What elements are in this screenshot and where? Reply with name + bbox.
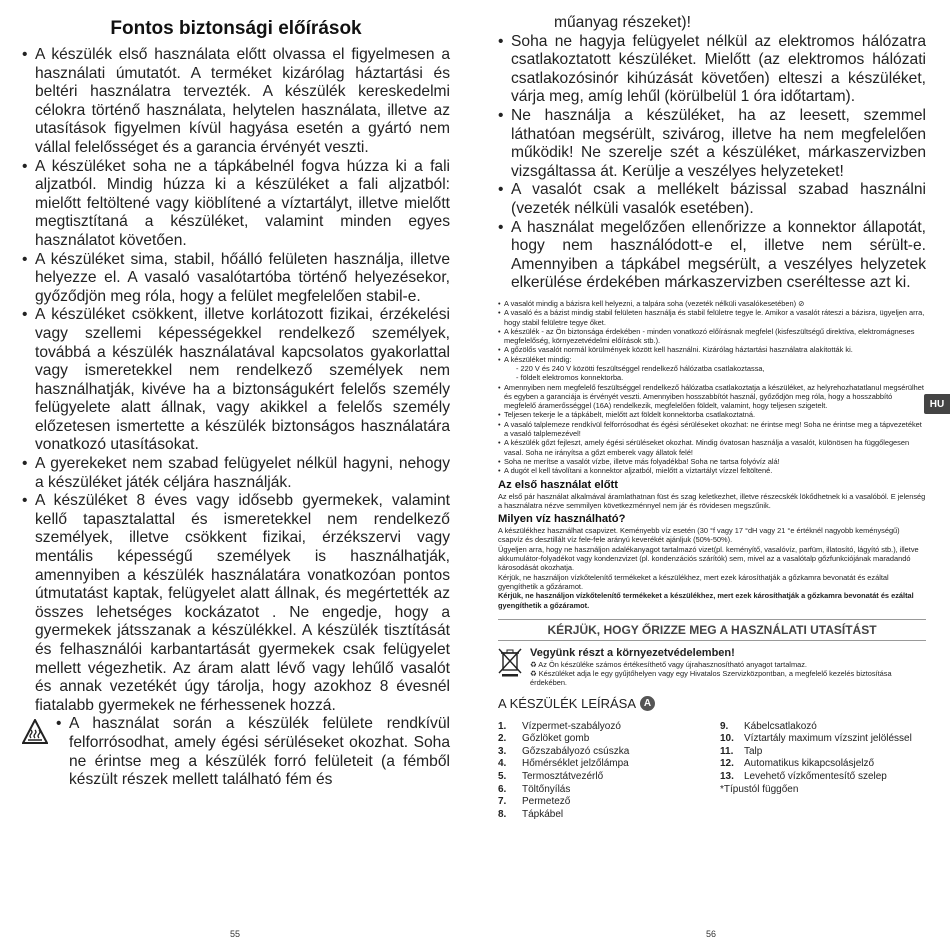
no-base-icon: ⊘: [796, 298, 805, 308]
list-item: [498, 420, 926, 439]
parts-number: 4.: [498, 758, 507, 770]
parts-number: 6.: [498, 783, 507, 795]
water-warning: Kérjük, ne használjon vízkőtelenítő termékeket a készülékhez, mert ezek károsíthatják a gőzkamra bevonatát és ezáltal gyengíthetik a gőzáramot.: [498, 591, 914, 610]
keep-instructions-banner: KÉRJÜK, HOGY ŐRIZZE MEG A HASZNÁLATI UTASÍTÁST: [498, 619, 926, 641]
environment-line-1: ♻ Az Ön készüléke számos értékesíthető vagy újrahasznosítható anyagot tartalmaz.: [530, 659, 807, 669]
leaf-icon: ♻: [530, 669, 537, 679]
list-item-text: A dugót el kell távolítani a konnektor aljzatból, mielőtt a víztartályt vízzel feltöltené.: [504, 466, 773, 476]
list-item-text: Teljesen tekerje le a tápkábelt, mielőtt azt földelt konnektorba csatlakoztatná.: [504, 410, 756, 420]
parts-label: Talp: [744, 745, 763, 757]
parts-label: Gőzlöket gomb: [522, 733, 590, 745]
parts-number: 2.: [498, 733, 507, 745]
device-description-title: A KÉSZÜLÉK LEÍRÁSA: [498, 695, 637, 711]
page-number-right: 56: [706, 929, 717, 939]
leaf-icon: ♻: [530, 659, 537, 669]
parts-label: Víztartály maximum vízszint jelöléssel: [744, 733, 912, 745]
parts-number: 9.: [720, 720, 729, 732]
continuation-text: műanyag részeket)!: [554, 14, 691, 31]
parts-number: 7.: [498, 796, 507, 808]
parts-number: 12.: [720, 758, 734, 770]
list-item: • A készüléket 8 éves vagy idősebb gyermekek, valamint kellő tapasztalattal és ismeretekkel nem rendelkező személyek, illetve csökkent fizikai, érzékszervi vagy mentális képességű személyek is használhatják, amennyiben a készülék használatára vonatkozóan pontos útmutatást kaptak, felügyelet alatt állnak, és megértették az összes lehetséges kockázatot . Ne engedje, hogy a gyermekek játsszanak a készülékkel. A készülék tisztítását és felhasználói karbantartását gyermekek csak felügyelet mellett végezhetik. Az áram alatt lévő vagy lehűlő vasalót és annak vezetékét úgy tárolja, hogy azokhoz 8 évesnél fiatalabb gyermekek ne férhessenek hozzá.: [22, 492, 450, 715]
figure-badge: A: [640, 696, 655, 711]
parts-label: Automatikus kikapcsolásjelző: [744, 758, 875, 770]
list-item: [498, 355, 926, 383]
environment-line-2: ♻ Készüléket adja le egy gyűjtőhelyen vagy egy Hivatalos Szervizközpontban, a megfelelő kezelés biztosítása érdekében.: [530, 669, 892, 688]
parts-item: [720, 746, 916, 759]
list-item: [498, 466, 926, 475]
list-subitem: - földelt elektromos konnektorba.: [516, 373, 624, 383]
parts-label: Kábelcsatlakozó: [744, 720, 817, 732]
parts-label: Levehető vízkőmentesítő szelep: [744, 771, 887, 783]
list-subitem: - 220 V és 240 V közötti feszültséggel rendelkező hálózatba csatlakoztassa,: [516, 363, 765, 373]
list-item: • A gyerekeket nem szabad felügyelet nélkül hagyni, nehogy a készüléket játék céljára használják.: [22, 455, 450, 492]
water-text-3: Kérjük, ne használjon vízkőtelenítő termékeket a készülékhez, mert ezek károsíthatják a gőzkamra bevonatát és ezáltal gyengíthetik a gőzáramot.: [498, 572, 889, 591]
parts-list-left: [498, 721, 710, 822]
page-title: Fontos biztonsági előírások: [110, 18, 362, 39]
parts-item: [720, 771, 916, 784]
parts-label: Permetező: [522, 796, 571, 808]
hot-surface-warning-icon: [22, 719, 48, 745]
list-item-text: A vasaló talplemeze rendkívül felforrósodhat és égési sérüléseket okozhat: ne érintse meg! Soha ne érintse meg a tápvezetéket a vasaló talplemezével!: [504, 419, 922, 439]
parts-item: [498, 796, 710, 809]
parts-number: 11.: [720, 745, 734, 757]
additional-safety-list: [498, 299, 926, 476]
environment-section: [498, 647, 926, 688]
list-item-text: A készüléket mindig:: [504, 354, 572, 364]
parts-label: Tápkábel: [522, 808, 564, 820]
list-item-text: A vasalót mindig a bázisra kell helyezni, a talpára soha (vezeték nélküli vasalókesetében): [504, 298, 797, 308]
parts-number: 3.: [498, 745, 507, 757]
environment-title: Vegyünk részt a környezetvédelemben!: [530, 646, 735, 659]
list-item: [498, 299, 926, 308]
list-item: • Soha ne hagyja felügyelet nélkül az elektromos hálózatra csatlakoztatott készüléket. Mielőtt (az elektromos hálózati csatlakozósinór kihúzását követően) elteszi a készüléket, várja meg, amíg lehűl (körülbelül 1 óra időtartam).: [498, 33, 926, 107]
safety-list-continued: [498, 33, 926, 293]
parts-item: [498, 758, 710, 771]
safety-list: [22, 46, 450, 715]
list-item: • A készüléket soha ne a tápkábelnél fogva húzza ki a fali aljzatból. Mindig húzza ki a készüléket a fali aljzatból: mielőtt feltöltené vagy kiöblítené a víztartályt, illetve mielőtt megtisztítaná a készüléket, valamint minden egyes használatot követően.: [22, 158, 450, 251]
water-text-2: Ügyeljen arra, hogy ne használjon adalékanyagot tartalmazó vizet(pl. keményítő, vasalóvíz, parfüm, illatosító, lágyító stb.), illetve akkumulátor-folyadékot vagy kondenzvizet (pl. kondenzációs szárítók) sem, mivel az a vasalótalp gőzfunkciójának maradandó károsodását okozhatja.: [498, 544, 919, 573]
parts-item: [498, 733, 710, 746]
list-item: [498, 383, 926, 411]
parts-number: 10.: [720, 733, 734, 745]
parts-footnote: *Típustól függően: [720, 783, 799, 795]
list-item-text: A gőzölős vasalót normál körülmények között kell használni. Kizárólag háztartási használatra alakították ki.: [504, 345, 853, 355]
language-tab: HU: [924, 394, 950, 414]
parts-label: Gőzszabályozó csúszka: [522, 745, 630, 757]
hot-surface-text: • A használat során a készülék felülete rendkívül felforrósodhat, amely égési sérüléseket okozhat. Soha ne érintse meg a készülék forró felületeit (a fémből készült részek mellett található fém és: [56, 715, 450, 789]
list-item: • Ne használja a készüléket, ha az leesett, szemmel láthatóan megsérült, szivárog, illetve ha nem megfelelően működik! Ne szerelje szét a készüléket, márkaszervizben vizsgáltassa át. Kerülje a veszélyes helyzeteket!: [498, 107, 926, 181]
parts-item: [720, 758, 916, 771]
list-item: • A készüléket sima, stabil, hőálló felületen használja, illetve helyezze el. A vasaló vasalótartóba történő helyezésekor, győződjön meg róla, hogy a felület megfelelően stabil-e.: [22, 251, 450, 307]
first-use-text: Az első pár használat alkalmával áramlathatnan füst és szag keletkezhet, illetve részecskék lökődhetnek ki a vasalóból. E jelenség a használatra nézve semmilyen következménnyel nem jár és rövidesen megszűnik.: [498, 491, 926, 510]
parts-item: [498, 784, 710, 797]
parts-label: Töltőnyílás: [522, 783, 571, 795]
list-item: [498, 345, 926, 354]
parts-list: [498, 721, 926, 822]
parts-item: [498, 809, 710, 822]
parts-item: [720, 721, 916, 734]
list-item: [498, 327, 926, 346]
list-item-text: Amennyiben nem megfelelő feszültséggel rendelkező hálózatba csatlakoztatja a készüléket, az helyrehozhatatlanul megsérülhet és egyben a garanciája is érvényét veszti. Amennyiben hosszabbítót használ, győződjön meg róla, hogy a hosszabbító megfelelő áramerősséggel (16A) rendelkezik, megfelelően földelt, valamint, hogy teljesen szigetelt.: [504, 382, 924, 411]
list-item: • A készülék első használata előtt olvassa el figyelmesen a használati úmutatót. A terméket kizárólag háztartási és beltéri használatra tervezték. A készülék kereskedelmi célokra történő használata, helytelen használata, illetve az utasítások figyelmen kívül hagyása esetén a gyártó nem vállal felelősséget és a garancia érvényét veszti.: [22, 46, 450, 158]
list-item-text: A készülék gőzt fejleszt, amely égési sérüléseket okozhat. Mindig óvatosan használja a vasalót, különösen ha függőlegesen vasal. Soha ne irányítsa a gőzt emberek vagy állatok felé!: [504, 438, 910, 457]
water-heading: Milyen víz használható?: [498, 513, 626, 526]
crossed-bin-icon: [498, 647, 522, 677]
list-item: [498, 457, 926, 466]
list-item: [498, 308, 926, 327]
parts-number: 8.: [498, 808, 507, 820]
parts-item: [498, 771, 710, 784]
list-item: [498, 438, 926, 457]
parts-list-right: [720, 721, 916, 822]
list-item-text: A készülék - az Ön biztonsága érdekében - minden vonatkozó előírásnak megfelel (kisfeszültségű direktíva, elektromágneses megfelelőség, környezetvédelmi előírások stb.).: [504, 326, 915, 346]
parts-label: Hőmérséklet jelzőlámpa: [522, 758, 629, 770]
parts-label: Vízpermet-szabályozó: [522, 720, 621, 732]
parts-number: 5.: [498, 771, 507, 783]
list-item-text: A vasaló és a bázist mindig stabil felületen használja és stabil felületre tegye le. Amikor a vasalót ráteszi a bázisra, ügyeljen arra, hogy stabil felületre tegye őket.: [504, 308, 925, 327]
right-page: [498, 14, 926, 821]
water-text-1: A készülékhez használhat csapvizet. Keményebb víz esetén (30 °f vagy 17 °dH vagy 21 °e értéknél nagyobb keménységű) csapvíz és desztillált víz fele-fele arányú keverékét ajánljuk (50%-50%).: [498, 526, 900, 545]
parts-item: [720, 733, 916, 746]
list-item-text: Soha ne merítse a vasalót vízbe, illetve más folyadékba! Soha ne tartsa folyóvíz alá!: [504, 456, 780, 466]
page-number-left: 55: [230, 929, 241, 939]
list-item: [498, 410, 926, 419]
parts-label: Termosztátvezérlő: [522, 771, 604, 783]
left-page: [22, 14, 450, 790]
parts-number: 1.: [498, 720, 507, 732]
list-item: • A vasalót csak a mellékelt bázissal szabad használni (vezeték nélküli vasalók esetében).: [498, 181, 926, 218]
hot-surface-warning: [22, 715, 450, 789]
list-item: • A használat megelőzően ellenőrizze a konnektor állapotát, hogy nem használódott-e el, illetve nem sérült-e. Amennyiben a tápkábel megsérült, a veszélyes helyzetek elkerülése érdekében márkaszervizben cseréltesse azt ki.: [498, 219, 926, 293]
first-use-heading: Az első használat előtt: [498, 478, 618, 491]
device-description-heading: [498, 696, 926, 711]
parts-item: [498, 721, 710, 734]
parts-number: 13.: [720, 771, 734, 783]
list-item: • A készüléket csökkent, illetve korlátozott fizikai, érzékelési vagy szellemi képességekkel rendelkező személyek, továbbá a készülék használatával kapcsolatos gyakorlattal vagy ismeretekkel nem rendelkező személyek nem használhatják, kivéve ha a biztonságukért felelős személy felügyelete alatt állnak, vagy akikkel a felelős személy előzetesen ismertette a készülék biztonságos használatára vonatkozó utasításokat.: [22, 306, 450, 455]
parts-item: [498, 746, 710, 759]
